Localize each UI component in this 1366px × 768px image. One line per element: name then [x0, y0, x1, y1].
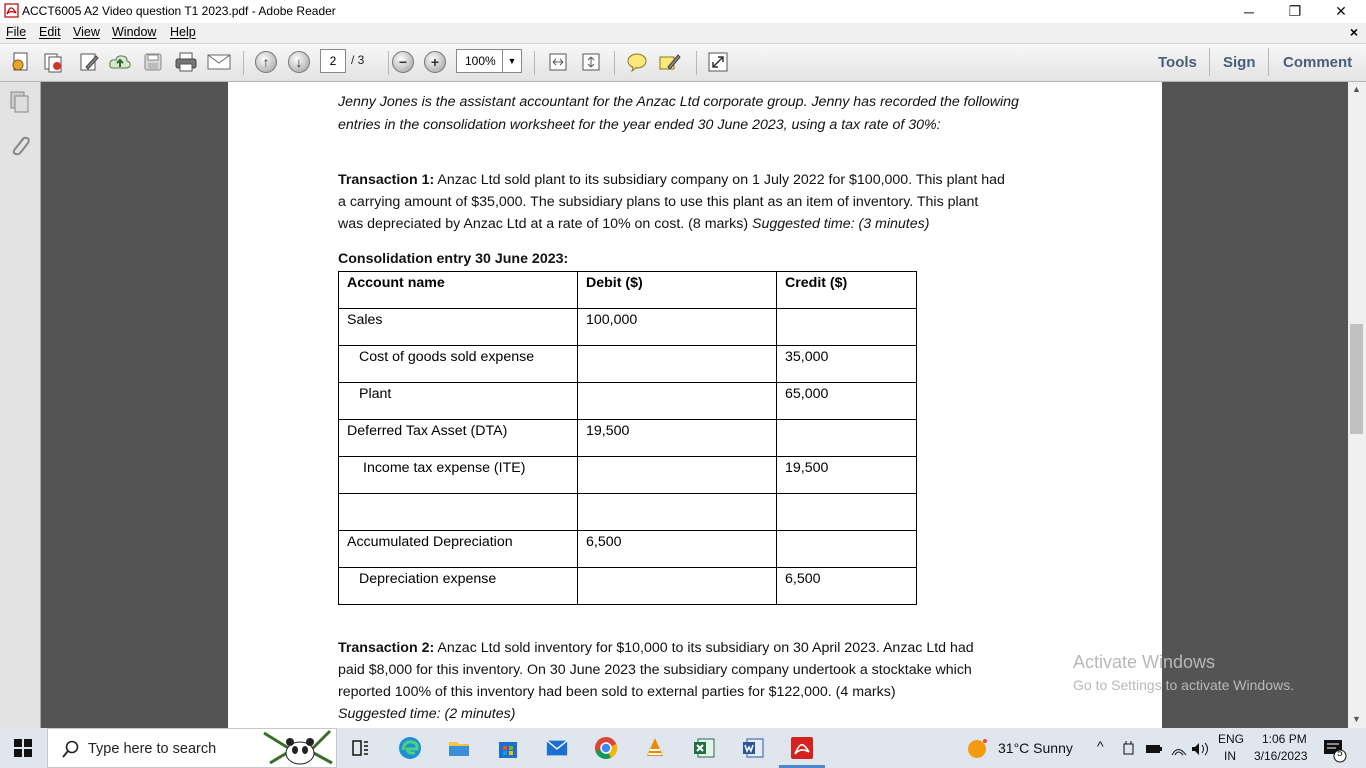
debit-cell: [578, 346, 777, 383]
transaction-1-text-1: Anzac Ltd sold plant to its subsidiary company on 1 July 2022 for $100,000. This plant had: [434, 172, 1005, 188]
account-cell: Plant: [339, 383, 578, 420]
attachments-icon[interactable]: [8, 132, 32, 163]
title-bar: [0, 0, 1366, 23]
chrome-browser-icon[interactable]: [594, 736, 618, 760]
credit-cell: [777, 420, 917, 457]
header-account-name: Account name: [339, 272, 578, 309]
transaction-2-line-1: [338, 637, 974, 659]
fit-width-icon[interactable]: [578, 50, 604, 74]
debit-cell: [578, 383, 777, 420]
system-tray-icons[interactable]: [1120, 740, 1212, 761]
activate-windows-watermark: Activate Windows: [1073, 652, 1216, 672]
adobe-reader-taskbar-icon[interactable]: [790, 736, 814, 760]
header-debit: Debit ($): [578, 272, 777, 309]
transaction-1-line-1: [338, 169, 1005, 191]
task-view-icon[interactable]: [348, 736, 372, 760]
sign-pane-button[interactable]: Sign: [1223, 54, 1256, 71]
vertical-scrollbar[interactable]: [1348, 82, 1366, 728]
search-placeholder: Type here to search: [88, 741, 217, 757]
menu-view[interactable]: View: [73, 25, 100, 39]
full-screen-icon[interactable]: [705, 50, 731, 74]
pdf-page: [228, 82, 1162, 728]
debit-cell: 19,500: [578, 420, 777, 457]
zoom-out-button[interactable]: [390, 50, 416, 74]
email-icon[interactable]: [206, 50, 232, 74]
debit-cell: 6,500: [578, 531, 777, 568]
toolbar-separator: [696, 51, 697, 75]
toolbar-separator: [1209, 48, 1210, 76]
save-icon[interactable]: [140, 50, 166, 74]
intro-line-2: entries in the consolidation worksheet for the year ended 30 June 2023, using a tax rate of 30%:: [338, 117, 941, 133]
notification-center-icon[interactable]: [1322, 738, 1348, 767]
toolbar-separator: [1268, 48, 1269, 76]
transaction-2-line-2: paid $8,000 for this inventory. On 30 June 2023 the subsidiary company undertook a stocktake which: [338, 662, 972, 678]
debit-cell: [578, 457, 777, 494]
print-icon[interactable]: [173, 50, 199, 74]
credit-cell: 65,000: [777, 383, 917, 420]
transaction-1-label: Transaction 1:: [338, 172, 435, 188]
weather-text: 31°C Sunny: [998, 740, 1073, 756]
zoom-select[interactable]: [456, 49, 522, 73]
clock-time[interactable]: 1:06 PM: [1262, 732, 1307, 746]
debit-cell: 100,000: [578, 309, 777, 346]
header-credit: Credit ($): [777, 272, 917, 309]
table-row: [339, 420, 917, 457]
account-cell: Deferred Tax Asset (DTA): [339, 420, 578, 457]
windows-start-icon[interactable]: [14, 739, 32, 762]
menu-file[interactable]: File: [6, 25, 27, 39]
menu-window[interactable]: Window: [112, 25, 157, 39]
upload-cloud-icon[interactable]: [107, 50, 133, 74]
table-row: [339, 383, 917, 420]
table-row: [339, 494, 917, 531]
account-cell: Cost of goods sold expense: [339, 346, 578, 383]
transaction-2-text-1: Anzac Ltd sold inventory for $10,000 to its subsidiary on 30 April 2023. Anzac Ltd had: [434, 640, 974, 656]
search-icon: [62, 740, 80, 758]
taskbar-search-box[interactable]: [47, 728, 337, 768]
toolbar-separator: [534, 51, 535, 75]
account-cell: Sales: [339, 309, 578, 346]
toolbar-separator: [243, 51, 244, 75]
transaction-1-suggested-time: Suggested time: (3 minutes): [752, 216, 930, 232]
minus-icon: −: [392, 51, 414, 73]
menu-edit[interactable]: Edit: [39, 25, 61, 39]
next-page-button[interactable]: [286, 50, 312, 74]
page-thumbnails-icon[interactable]: [8, 90, 32, 119]
transaction-1-text-3: was depreciated by Anzac Ltd at a rate of 10% on cost. (8 marks): [338, 216, 753, 232]
table-row: [339, 568, 917, 605]
adobe-reader-app-icon: [4, 3, 19, 18]
account-cell: Depreciation expense: [339, 568, 578, 605]
transaction-2-label: Transaction 2:: [338, 640, 435, 656]
tools-pane-button[interactable]: Tools: [1158, 54, 1197, 71]
maximize-button[interactable]: ❐: [1288, 3, 1302, 19]
scroll-down-icon[interactable]: ▼: [1352, 714, 1361, 724]
toolbar-separator: [388, 51, 389, 75]
zoom-in-button[interactable]: [422, 50, 448, 74]
credit-cell: 6,500: [777, 568, 917, 605]
highlight-text-icon[interactable]: [657, 50, 683, 74]
intro-line-1: Jenny Jones is the assistant accountant for the Anzac Ltd corporate group. Jenny has recorded the following: [338, 94, 1019, 110]
toolbar-separator: [614, 51, 615, 75]
arrow-down-icon: ↓: [288, 51, 310, 73]
language-region[interactable]: IN: [1224, 749, 1236, 763]
clock-date[interactable]: 3/16/2023: [1254, 749, 1308, 763]
credit-cell: 19,500: [777, 457, 917, 494]
fit-page-icon[interactable]: [545, 50, 571, 74]
edge-browser-icon[interactable]: [398, 736, 422, 760]
edit-pdf-icon[interactable]: [76, 50, 102, 74]
transaction-2-line-3: reported 100% of this inventory had been sold to external parties for $122,000. (4 marks): [338, 684, 896, 700]
credit-cell: 35,000: [777, 346, 917, 383]
language-code[interactable]: ENG: [1218, 732, 1245, 746]
chevron-down-icon[interactable]: ▼: [502, 50, 521, 72]
activate-windows-hint: Go to Settings to activate Windows.: [1073, 677, 1294, 693]
account-cell: Income tax expense (ITE): [339, 457, 578, 494]
notification-count: 5: [1337, 748, 1343, 759]
menu-bar: [0, 23, 1366, 44]
minimize-button[interactable]: ─: [1244, 3, 1254, 20]
close-document-button[interactable]: ×: [1349, 24, 1358, 40]
table-row: [339, 457, 917, 494]
microsoft-store-icon[interactable]: [496, 736, 520, 760]
sticky-note-icon[interactable]: [624, 50, 650, 74]
consolidation-entry-table: [338, 271, 917, 605]
combine-files-icon[interactable]: [40, 50, 66, 74]
word-icon[interactable]: [741, 736, 765, 760]
table-row: [339, 346, 917, 383]
credit-cell: [777, 309, 917, 346]
excel-icon[interactable]: [692, 736, 716, 760]
file-explorer-icon[interactable]: [447, 736, 471, 760]
scroll-up-icon[interactable]: ▲: [1352, 84, 1361, 94]
table-row: [339, 531, 917, 568]
previous-page-button[interactable]: [253, 50, 279, 74]
zoom-value: 100%: [465, 54, 496, 68]
page-number-input[interactable]: 2: [320, 49, 346, 73]
vlc-player-icon[interactable]: [643, 736, 667, 760]
table-header-row: [339, 272, 917, 309]
menu-help[interactable]: Help: [170, 25, 196, 39]
credit-cell: [777, 531, 917, 568]
create-pdf-icon[interactable]: [8, 50, 34, 74]
arrow-up-icon: ↑: [255, 51, 277, 73]
debit-cell: [578, 568, 777, 605]
panda-search-highlight-icon: [260, 729, 336, 767]
show-hidden-icons-chevron-icon[interactable]: ^: [1097, 738, 1104, 754]
table-row: [339, 309, 917, 346]
scrollbar-thumb[interactable]: [1350, 324, 1363, 434]
close-window-button[interactable]: ✕: [1335, 3, 1347, 19]
page-total: / 3: [351, 53, 365, 67]
window-title: ACCT6005 A2 Video question T1 2023.pdf - Adobe Reader: [22, 4, 336, 18]
sun-icon: [966, 737, 990, 759]
mail-icon[interactable]: [545, 736, 569, 760]
transaction-1-line-3: [338, 213, 929, 235]
account-cell: [339, 494, 578, 531]
debit-cell: [578, 494, 777, 531]
transaction-1-line-2: a carrying amount of $35,000. The subsidiary plans to use this plant as an item of inventory. This plant: [338, 194, 979, 210]
transaction-2-suggested-time: Suggested time: (2 minutes): [338, 706, 516, 722]
document-canvas: [41, 82, 1348, 728]
comment-pane-button[interactable]: Comment: [1283, 54, 1353, 71]
credit-cell: [777, 494, 917, 531]
navigation-pane: [0, 82, 41, 728]
consolidation-entry-heading: Consolidation entry 30 June 2023:: [338, 251, 569, 267]
plus-icon: +: [424, 51, 446, 73]
account-cell: Accumulated Depreciation: [339, 531, 578, 568]
